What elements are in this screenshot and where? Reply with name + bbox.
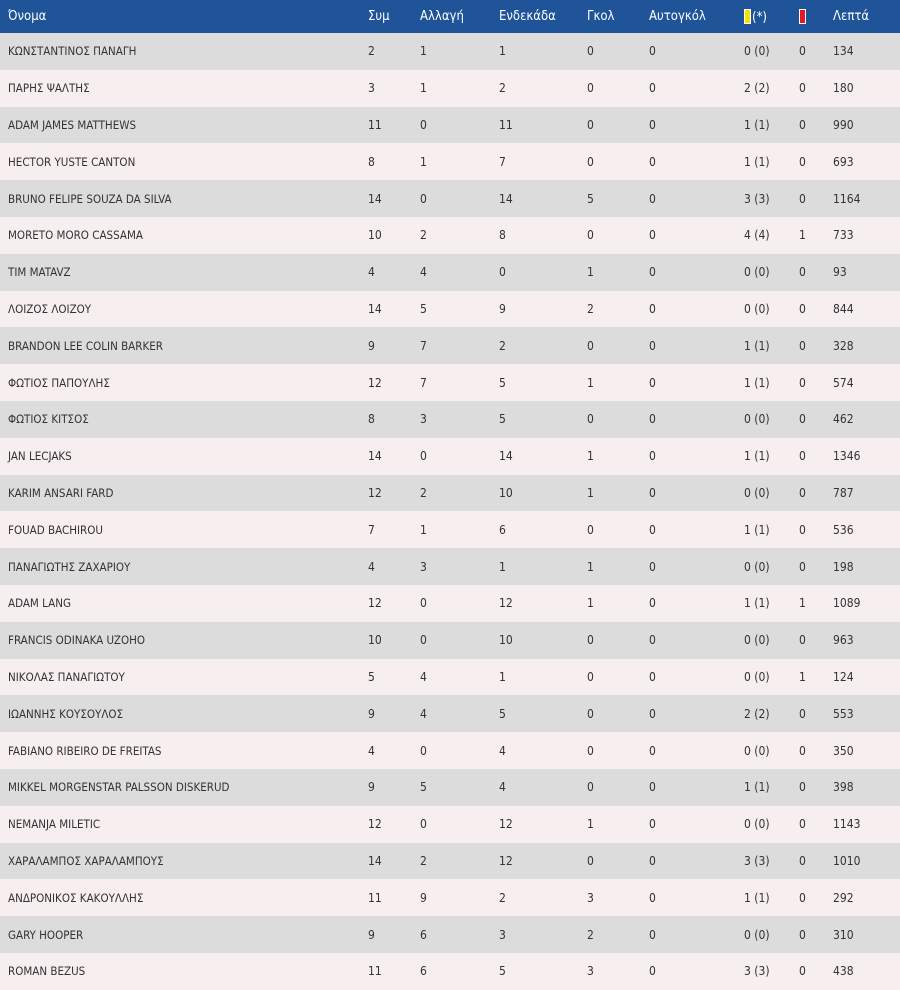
appearances-cell: 3 <box>368 81 375 96</box>
own-goals-cell: 0 <box>649 81 656 96</box>
own-goals-cell: 0 <box>649 927 656 942</box>
own-goals-cell: 0 <box>649 449 656 464</box>
header-minutes[interactable]: Λεπτά <box>833 9 870 24</box>
appearances-cell: 8 <box>368 154 375 169</box>
appearances-cell: 2 <box>368 44 375 59</box>
yellow-cards-cell: 1 (1) <box>744 338 770 353</box>
minutes-cell: 553 <box>833 706 854 721</box>
substitutions-cell: 6 <box>420 927 427 942</box>
goals-cell: 0 <box>587 743 594 758</box>
starts-cell: 12 <box>499 817 513 832</box>
yellow-cards-cell: 0 (0) <box>744 633 770 648</box>
red-card-icon <box>799 9 806 24</box>
starts-cell: 8 <box>499 228 506 243</box>
goals-cell: 1 <box>587 485 594 500</box>
minutes-cell: 733 <box>833 228 854 243</box>
minutes-cell: 93 <box>833 265 847 280</box>
yellow-cards-cell: 0 (0) <box>744 743 770 758</box>
appearances-cell: 9 <box>368 706 375 721</box>
own-goals-cell: 0 <box>649 338 656 353</box>
goals-cell: 3 <box>587 890 594 905</box>
appearances-cell: 14 <box>368 853 382 868</box>
minutes-cell: 787 <box>833 485 854 500</box>
starts-cell: 14 <box>499 191 513 206</box>
goals-cell: 2 <box>587 301 594 316</box>
own-goals-cell: 0 <box>649 743 656 758</box>
table-row[interactable] <box>0 33 900 70</box>
substitutions-cell: 0 <box>420 117 427 132</box>
appearances-cell: 12 <box>368 485 382 500</box>
table-row[interactable] <box>0 364 900 401</box>
table-header-row <box>0 0 900 33</box>
table-row[interactable] <box>0 769 900 806</box>
table-row[interactable] <box>0 548 900 585</box>
table-row[interactable] <box>0 732 900 769</box>
substitutions-cell: 0 <box>420 596 427 611</box>
minutes-cell: 963 <box>833 633 854 648</box>
own-goals-cell: 0 <box>649 522 656 537</box>
own-goals-cell: 0 <box>649 817 656 832</box>
appearances-cell: 12 <box>368 375 382 390</box>
appearances-cell: 12 <box>368 596 382 611</box>
own-goals-cell: 0 <box>649 706 656 721</box>
yellow-cards-cell: 0 (0) <box>744 265 770 280</box>
appearances-cell: 14 <box>368 191 382 206</box>
yellow-cards-cell: 3 (3) <box>744 853 770 868</box>
yellow-cards-cell: 0 (0) <box>744 412 770 427</box>
appearances-cell: 9 <box>368 927 375 942</box>
appearances-cell: 10 <box>368 633 382 648</box>
starts-cell: 1 <box>499 44 506 59</box>
substitutions-cell: 0 <box>420 449 427 464</box>
goals-cell: 0 <box>587 522 594 537</box>
goals-cell: 3 <box>587 964 594 979</box>
player-name[interactable]: KARIM ANSARI FARD <box>8 485 114 500</box>
table-row[interactable] <box>0 70 900 107</box>
starts-cell: 10 <box>499 633 513 648</box>
yellow-cards-cell: 0 (0) <box>744 301 770 316</box>
starts-cell: 2 <box>499 890 506 905</box>
player-name[interactable]: ΠΑΝΑΓΙΩΤΗΣ ΖΑΧΑΡΙΟΥ <box>8 559 131 574</box>
starts-cell: 0 <box>499 265 506 280</box>
own-goals-cell: 0 <box>649 964 656 979</box>
starts-cell: 3 <box>499 927 506 942</box>
player-name[interactable]: FOUAD BACHIROU <box>8 522 103 537</box>
red-cards-cell: 0 <box>799 412 806 427</box>
red-cards-cell: 0 <box>799 375 806 390</box>
own-goals-cell: 0 <box>649 301 656 316</box>
player-name[interactable]: BRANDON LEE COLIN BARKER <box>8 338 163 353</box>
substitutions-cell: 1 <box>420 44 427 59</box>
yellow-cards-cell: 2 (2) <box>744 706 770 721</box>
player-name[interactable]: ΛΟΙΖΟΣ ΛΟΙΖΟΥ <box>8 301 92 316</box>
red-cards-cell: 0 <box>799 154 806 169</box>
table-row[interactable] <box>0 585 900 622</box>
red-cards-cell: 1 <box>799 596 806 611</box>
goals-cell: 0 <box>587 81 594 96</box>
substitutions-cell: 0 <box>420 817 427 832</box>
minutes-cell: 310 <box>833 927 854 942</box>
table-row[interactable] <box>0 107 900 144</box>
red-cards-cell: 0 <box>799 706 806 721</box>
own-goals-cell: 0 <box>649 485 656 500</box>
header-red-cards[interactable] <box>791 0 825 33</box>
table-row[interactable] <box>0 327 900 364</box>
yellow-cards-cell: 0 (0) <box>744 669 770 684</box>
own-goals-cell: 0 <box>649 265 656 280</box>
table-row[interactable] <box>0 916 900 953</box>
substitutions-cell: 0 <box>420 191 427 206</box>
goals-cell: 1 <box>587 449 594 464</box>
yellow-cards-cell: 1 (1) <box>744 780 770 795</box>
appearances-cell: 12 <box>368 817 382 832</box>
starts-cell: 11 <box>499 117 513 132</box>
own-goals-cell: 0 <box>649 890 656 905</box>
starts-cell: 2 <box>499 338 506 353</box>
minutes-cell: 1089 <box>833 596 861 611</box>
table-row[interactable] <box>0 659 900 696</box>
substitutions-cell: 3 <box>420 412 427 427</box>
minutes-cell: 198 <box>833 559 854 574</box>
minutes-cell: 693 <box>833 154 854 169</box>
player-name[interactable]: BRUNO FELIPE SOUZA DA SILVA <box>8 191 172 206</box>
minutes-cell: 844 <box>833 301 854 316</box>
appearances-cell: 4 <box>368 265 375 280</box>
starts-cell: 1 <box>499 669 506 684</box>
header-goals[interactable]: Γκολ <box>587 9 615 24</box>
substitutions-cell: 7 <box>420 375 427 390</box>
header-own-goals[interactable]: Αυτογκόλ <box>649 9 706 24</box>
red-cards-cell: 1 <box>799 228 806 243</box>
appearances-cell: 9 <box>368 338 375 353</box>
table-row[interactable] <box>0 217 900 254</box>
red-cards-cell: 0 <box>799 449 806 464</box>
table-row[interactable] <box>0 475 900 512</box>
table-row[interactable] <box>0 879 900 916</box>
goals-cell: 0 <box>587 412 594 427</box>
substitutions-cell: 6 <box>420 964 427 979</box>
player-name[interactable]: ΦΩΤΙΟΣ ΠΑΠΟΥΛΗΣ <box>8 375 110 390</box>
red-cards-cell: 0 <box>799 522 806 537</box>
player-name[interactable]: ΝΙΚΟΛΑΣ ΠΑΝΑΓΙΩΤΟΥ <box>8 669 125 684</box>
starts-cell: 4 <box>499 743 506 758</box>
player-name[interactable]: ΙΩΑΝΝΗΣ ΚΟΥΣΟΥΛΟΣ <box>8 706 124 721</box>
goals-cell: 0 <box>587 117 594 132</box>
player-name[interactable]: ΚΩΝΣΤΑΝΤΙΝΟΣ ΠΑΝΑΓΗ <box>8 44 137 59</box>
yellow-card-icon <box>744 9 751 24</box>
header-name[interactable]: Όνομα <box>8 9 47 24</box>
red-cards-cell: 0 <box>799 890 806 905</box>
own-goals-cell: 0 <box>649 228 656 243</box>
starts-cell: 2 <box>499 81 506 96</box>
minutes-cell: 350 <box>833 743 854 758</box>
minutes-cell: 1143 <box>833 817 861 832</box>
table-row[interactable] <box>0 143 900 180</box>
table-row[interactable] <box>0 401 900 438</box>
substitutions-cell: 2 <box>420 228 427 243</box>
starts-cell: 12 <box>499 596 513 611</box>
goals-cell: 0 <box>587 706 594 721</box>
appearances-cell: 5 <box>368 669 375 684</box>
own-goals-cell: 0 <box>649 375 656 390</box>
yellow-cards-cell: 2 (2) <box>744 81 770 96</box>
red-cards-cell: 0 <box>799 191 806 206</box>
goals-cell: 0 <box>587 44 594 59</box>
own-goals-cell: 0 <box>649 633 656 648</box>
red-cards-cell: 0 <box>799 485 806 500</box>
substitutions-cell: 1 <box>420 522 427 537</box>
appearances-cell: 9 <box>368 780 375 795</box>
yellow-cards-cell: 0 (0) <box>744 559 770 574</box>
minutes-cell: 1346 <box>833 449 861 464</box>
table-row[interactable] <box>0 622 900 659</box>
red-cards-cell: 0 <box>799 853 806 868</box>
table-row[interactable] <box>0 438 900 475</box>
red-cards-cell: 0 <box>799 743 806 758</box>
appearances-cell: 14 <box>368 449 382 464</box>
yellow-cards-cell: 0 (0) <box>744 927 770 942</box>
table-row[interactable] <box>0 291 900 328</box>
substitutions-cell: 4 <box>420 265 427 280</box>
player-name[interactable]: ΑΝΔΡΟΝΙΚΟΣ ΚΑΚΟΥΛΛΗΣ <box>8 890 144 905</box>
table-row[interactable] <box>0 180 900 217</box>
player-name[interactable]: JAN LECJAKS <box>8 449 72 464</box>
goals-cell: 0 <box>587 780 594 795</box>
goals-cell: 1 <box>587 817 594 832</box>
yellow-cards-cell: 1 (1) <box>744 890 770 905</box>
starts-cell: 4 <box>499 780 506 795</box>
yellow-cards-cell: 4 (4) <box>744 228 770 243</box>
header-starts[interactable]: Ενδεκάδα <box>499 9 556 24</box>
own-goals-cell: 0 <box>649 154 656 169</box>
yellow-cards-cell: 3 (3) <box>744 964 770 979</box>
player-name[interactable]: FRANCIS ODINAKA UZOHO <box>8 633 146 648</box>
substitutions-cell: 2 <box>420 853 427 868</box>
starts-cell: 5 <box>499 964 506 979</box>
substitutions-cell: 3 <box>420 559 427 574</box>
table-row[interactable] <box>0 806 900 843</box>
substitutions-cell: 9 <box>420 890 427 905</box>
appearances-cell: 8 <box>368 412 375 427</box>
red-cards-cell: 0 <box>799 338 806 353</box>
red-cards-cell: 0 <box>799 265 806 280</box>
own-goals-cell: 0 <box>649 191 656 206</box>
substitutions-cell: 4 <box>420 669 427 684</box>
appearances-cell: 4 <box>368 743 375 758</box>
minutes-cell: 438 <box>833 964 854 979</box>
player-name[interactable]: ROMAN BEZUS <box>8 964 86 979</box>
table-row[interactable] <box>0 843 900 880</box>
yellow-cards-cell: 1 (1) <box>744 522 770 537</box>
minutes-cell: 134 <box>833 44 854 59</box>
own-goals-cell: 0 <box>649 559 656 574</box>
starts-cell: 1 <box>499 559 506 574</box>
appearances-cell: 11 <box>368 964 382 979</box>
yellow-cards-cell: 1 (1) <box>744 117 770 132</box>
appearances-cell: 4 <box>368 559 375 574</box>
goals-cell: 0 <box>587 633 594 648</box>
yellow-cards-cell: 1 (1) <box>744 596 770 611</box>
red-cards-cell: 0 <box>799 559 806 574</box>
header-yellow-cards[interactable] <box>736 0 791 33</box>
minutes-cell: 180 <box>833 81 854 96</box>
own-goals-cell: 0 <box>649 669 656 684</box>
header-apps[interactable]: Συμ <box>368 9 390 24</box>
minutes-cell: 124 <box>833 669 854 684</box>
minutes-cell: 574 <box>833 375 854 390</box>
yellow-cards-cell: 1 (1) <box>744 154 770 169</box>
minutes-cell: 1164 <box>833 191 861 206</box>
substitutions-cell: 1 <box>420 81 427 96</box>
own-goals-cell: 0 <box>649 44 656 59</box>
player-name[interactable]: ΧΑΡΑΛΑΜΠΟΣ ΧΑΡΑΛΑΜΠΟΥΣ <box>8 853 164 868</box>
goals-cell: 0 <box>587 228 594 243</box>
starts-cell: 5 <box>499 412 506 427</box>
own-goals-cell: 0 <box>649 780 656 795</box>
player-name[interactable]: NEMANJA MILETIC <box>8 817 101 832</box>
red-cards-cell: 0 <box>799 633 806 648</box>
red-cards-cell: 0 <box>799 780 806 795</box>
player-name[interactable]: ADAM LANG <box>8 596 71 611</box>
starts-cell: 7 <box>499 154 506 169</box>
red-cards-cell: 0 <box>799 81 806 96</box>
player-name[interactable]: GARY HOOPER <box>8 927 84 942</box>
player-name[interactable]: FABIANO RIBEIRO DE FREITAS <box>8 743 162 758</box>
starts-cell: 5 <box>499 375 506 390</box>
goals-cell: 2 <box>587 927 594 942</box>
table-row[interactable] <box>0 254 900 291</box>
appearances-cell: 11 <box>368 117 382 132</box>
goals-cell: 0 <box>587 154 594 169</box>
player-name[interactable]: MORETO MORO CASSAMA <box>8 228 143 243</box>
substitutions-cell: 0 <box>420 633 427 648</box>
goals-cell: 1 <box>587 375 594 390</box>
yellow-cards-cell: 1 (1) <box>744 449 770 464</box>
player-name[interactable]: ΠΑΡΗΣ ΨΑΛΤΗΣ <box>8 81 90 96</box>
player-name[interactable]: TIM MATAVZ <box>8 265 71 280</box>
substitutions-cell: 1 <box>420 154 427 169</box>
yellow-card-suffix: (*) <box>752 9 767 25</box>
substitutions-cell: 5 <box>420 780 427 795</box>
red-cards-cell: 0 <box>799 964 806 979</box>
appearances-cell: 7 <box>368 522 375 537</box>
goals-cell: 1 <box>587 559 594 574</box>
own-goals-cell: 0 <box>649 853 656 868</box>
goals-cell: 1 <box>587 265 594 280</box>
minutes-cell: 292 <box>833 890 854 905</box>
player-name[interactable]: ΦΩΤΙΟΣ ΚΙΤΣΟΣ <box>8 412 89 427</box>
minutes-cell: 462 <box>833 412 854 427</box>
player-name[interactable]: HECTOR YUSTE CANTON <box>8 154 136 169</box>
substitutions-cell: 5 <box>420 301 427 316</box>
substitutions-cell: 2 <box>420 485 427 500</box>
starts-cell: 6 <box>499 522 506 537</box>
goals-cell: 0 <box>587 669 594 684</box>
red-cards-cell: 0 <box>799 117 806 132</box>
table-row[interactable] <box>0 511 900 548</box>
table-row[interactable] <box>0 695 900 732</box>
starts-cell: 14 <box>499 449 513 464</box>
substitutions-cell: 0 <box>420 743 427 758</box>
goals-cell: 5 <box>587 191 594 206</box>
minutes-cell: 536 <box>833 522 854 537</box>
player-name[interactable]: ADAM JAMES MATTHEWS <box>8 117 137 132</box>
red-cards-cell: 0 <box>799 927 806 942</box>
own-goals-cell: 0 <box>649 412 656 427</box>
minutes-cell: 990 <box>833 117 854 132</box>
starts-cell: 9 <box>499 301 506 316</box>
red-cards-cell: 0 <box>799 44 806 59</box>
starts-cell: 10 <box>499 485 513 500</box>
player-name[interactable]: MIKKEL MORGENSTAR PALSSON DISKERUD <box>8 780 230 795</box>
yellow-cards-cell: 1 (1) <box>744 375 770 390</box>
substitutions-cell: 4 <box>420 706 427 721</box>
header-subs[interactable]: Αλλαγή <box>420 9 464 24</box>
yellow-cards-cell: 0 (0) <box>744 485 770 500</box>
goals-cell: 0 <box>587 853 594 868</box>
goals-cell: 1 <box>587 596 594 611</box>
table-row[interactable] <box>0 953 900 990</box>
goals-cell: 0 <box>587 338 594 353</box>
starts-cell: 5 <box>499 706 506 721</box>
minutes-cell: 328 <box>833 338 854 353</box>
red-cards-cell: 0 <box>799 301 806 316</box>
yellow-cards-cell: 0 (0) <box>744 44 770 59</box>
minutes-cell: 1010 <box>833 853 861 868</box>
appearances-cell: 14 <box>368 301 382 316</box>
substitutions-cell: 7 <box>420 338 427 353</box>
yellow-cards-cell: 3 (3) <box>744 191 770 206</box>
own-goals-cell: 0 <box>649 117 656 132</box>
starts-cell: 12 <box>499 853 513 868</box>
red-cards-cell: 0 <box>799 817 806 832</box>
red-cards-cell: 1 <box>799 669 806 684</box>
own-goals-cell: 0 <box>649 596 656 611</box>
minutes-cell: 398 <box>833 780 854 795</box>
yellow-cards-cell: 0 (0) <box>744 817 770 832</box>
appearances-cell: 11 <box>368 890 382 905</box>
appearances-cell: 10 <box>368 228 382 243</box>
